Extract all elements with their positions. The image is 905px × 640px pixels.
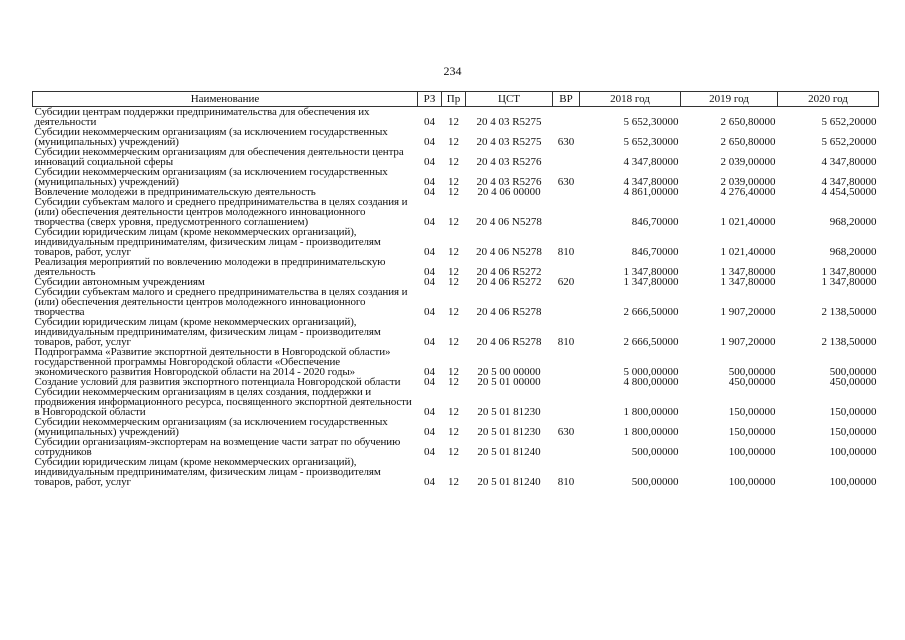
cell-pr: 12 bbox=[448, 216, 459, 228]
cell-2018: 846,70000 bbox=[631, 246, 679, 258]
cell-2019: 100,00000 bbox=[728, 476, 776, 488]
row-name-text: Субсидии юридическим лицам (кроме некоммерческих организаций), индивидуальным предпринимателям, физическим лицам - производителям товаров, работ, услуг bbox=[34, 316, 381, 348]
header-pr: Пр bbox=[442, 92, 466, 107]
cell-name bbox=[33, 317, 418, 347]
cell-rz: 04 bbox=[424, 476, 435, 488]
cell-name bbox=[33, 457, 418, 487]
cell-pr: 12 bbox=[448, 116, 459, 128]
cell-2018: 5 000,00000 bbox=[623, 366, 679, 378]
cell-rz: 04 bbox=[424, 156, 435, 168]
cell-2020: 100,00000 bbox=[829, 476, 877, 488]
table-row bbox=[33, 167, 879, 187]
row-name-text: Субсидии некоммерческим организациям (за исключением государственных (муниципальных) учреждений) bbox=[34, 166, 388, 188]
cell-2019: 150,00000 bbox=[728, 406, 776, 418]
cell-pr: 12 bbox=[448, 246, 459, 258]
cell-cst: 20 4 03 R5275 bbox=[476, 116, 542, 128]
table-row bbox=[33, 257, 879, 277]
cell-rz: 04 bbox=[424, 306, 435, 318]
cell-2018: 500,00000 bbox=[631, 446, 679, 458]
cell-2019: 1 347,80000 bbox=[720, 266, 776, 278]
cell-rz: 04 bbox=[424, 276, 435, 288]
cell-cst: 20 5 01 81240 bbox=[477, 446, 541, 458]
cell-pr: 12 bbox=[448, 186, 459, 198]
cell-name bbox=[33, 347, 418, 377]
cell-2018: 1 800,00000 bbox=[623, 426, 679, 438]
table-row bbox=[33, 437, 879, 457]
cell-vr: 620 bbox=[557, 276, 575, 288]
table-body bbox=[33, 107, 879, 488]
cell-cst: 20 4 06 N5278 bbox=[476, 246, 542, 258]
cell-cst: 20 5 01 81230 bbox=[477, 426, 541, 438]
cell-2020: 4 347,80000 bbox=[821, 156, 877, 168]
cell-2020: 5 652,20000 bbox=[821, 116, 877, 128]
table-row bbox=[33, 197, 879, 227]
cell-2019: 4 276,40000 bbox=[720, 186, 776, 198]
page-number: 234 bbox=[443, 64, 462, 78]
cell-pr: 12 bbox=[448, 156, 459, 168]
row-name-text: Субсидии субъектам малого и среднего предпринимательства в целях создания и (или) обеспечения деятельности центров молодежного инновационного творчества (сверх уровня, предусмотренного соглашением) bbox=[34, 196, 408, 228]
cell-name bbox=[33, 147, 418, 167]
cell-2018: 2 666,50000 bbox=[623, 336, 679, 348]
header-vr: ВР bbox=[553, 92, 580, 107]
cell-rz: 04 bbox=[424, 116, 435, 128]
cell-rz: 04 bbox=[424, 336, 435, 348]
header-2019: 2019 год bbox=[681, 92, 778, 107]
cell-pr: 12 bbox=[448, 266, 459, 278]
cell-2020: 100,00000 bbox=[829, 446, 877, 458]
table-row bbox=[33, 317, 879, 347]
cell-2020: 1 347,80000 bbox=[821, 276, 877, 288]
cell-vr: 630 bbox=[557, 426, 575, 438]
cell-cst: 20 4 03 R5276 bbox=[476, 176, 542, 188]
cell-vr bbox=[553, 347, 580, 377]
cell-vr bbox=[553, 257, 580, 277]
cell-pr: 12 bbox=[448, 376, 459, 388]
cell-pr: 12 bbox=[448, 476, 459, 488]
header-cst: ЦСТ bbox=[466, 92, 553, 107]
cell-2020: 2 138,50000 bbox=[821, 336, 877, 348]
cell-2020: 150,00000 bbox=[829, 426, 877, 438]
cell-vr: 630 bbox=[557, 136, 575, 148]
cell-pr: 12 bbox=[448, 136, 459, 148]
cell-2018: 5 652,30000 bbox=[623, 116, 679, 128]
cell-name bbox=[33, 287, 418, 317]
cell-name bbox=[33, 417, 418, 437]
cell-cst: 20 4 06 R5272 bbox=[476, 276, 542, 288]
row-name-text: Субсидии организациям-экспортерам на возмещение части затрат по обучению сотрудников bbox=[34, 436, 401, 458]
cell-2019: 1 907,20000 bbox=[720, 336, 776, 348]
cell-name bbox=[33, 167, 418, 187]
cell-2019: 1 907,20000 bbox=[720, 306, 776, 318]
cell-2018: 846,70000 bbox=[631, 216, 679, 228]
cell-name bbox=[33, 257, 418, 277]
row-name-text: Вовлечение молодежи в предпринимательскую деятельность bbox=[34, 186, 316, 198]
cell-rz: 04 bbox=[424, 446, 435, 458]
cell-2019: 1 021,40000 bbox=[720, 246, 776, 258]
cell-rz: 04 bbox=[424, 266, 435, 278]
table-row bbox=[33, 107, 879, 128]
cell-pr: 12 bbox=[448, 336, 459, 348]
cell-2020: 500,00000 bbox=[829, 366, 877, 378]
cell-2019: 1 021,40000 bbox=[720, 216, 776, 228]
cell-cst: 20 5 01 81230 bbox=[477, 406, 541, 418]
cell-2019: 100,00000 bbox=[728, 446, 776, 458]
cell-2020: 4 454,50000 bbox=[821, 186, 877, 198]
row-name-text: Субсидии некоммерческим организациям в целях создания, поддержки и продвижения информационного ресурса, посвященного экспортной деятельности в Новгородской области bbox=[34, 386, 412, 418]
cell-2018: 5 652,30000 bbox=[623, 136, 679, 148]
cell-vr: 810 bbox=[557, 476, 575, 488]
row-name-text: Субсидии некоммерческим организациям для обеспечения деятельности центра инноваций социальной сферы bbox=[34, 146, 404, 168]
cell-rz: 04 bbox=[424, 406, 435, 418]
cell-vr bbox=[553, 387, 580, 417]
cell-2018: 500,00000 bbox=[631, 476, 679, 488]
table-header bbox=[33, 92, 879, 107]
cell-vr bbox=[553, 147, 580, 167]
cell-2018: 1 347,80000 bbox=[623, 276, 679, 288]
cell-vr: 810 bbox=[557, 336, 575, 348]
cell-rz: 04 bbox=[424, 246, 435, 258]
cell-cst: 20 5 01 00000 bbox=[477, 376, 541, 388]
table-row bbox=[33, 127, 879, 147]
cell-cst: 20 5 00 00000 bbox=[477, 366, 541, 378]
table-row bbox=[33, 147, 879, 167]
cell-rz: 04 bbox=[424, 186, 435, 198]
row-name-text: Субсидии юридическим лицам (кроме некоммерческих организаций), индивидуальным предпринимателям, физическим лицам - производителям товаров, работ, услуг bbox=[34, 456, 381, 488]
cell-cst: 20 4 06 00000 bbox=[477, 186, 541, 198]
cell-2020: 4 347,80000 bbox=[821, 176, 877, 188]
cell-2018: 4 347,80000 bbox=[623, 156, 679, 168]
cell-name bbox=[33, 127, 418, 147]
budget-table bbox=[32, 91, 879, 487]
cell-pr: 12 bbox=[448, 276, 459, 288]
cell-2018: 1 800,00000 bbox=[623, 406, 679, 418]
cell-2018: 1 347,80000 bbox=[623, 266, 679, 278]
cell-2020: 5 652,20000 bbox=[821, 136, 877, 148]
header-name: Наименование bbox=[33, 92, 418, 107]
cell-2019: 2 650,80000 bbox=[720, 116, 776, 128]
cell-pr: 12 bbox=[448, 406, 459, 418]
row-name-text: Субсидии некоммерческим организациям (за исключением государственных (муниципальных) учреждений) bbox=[34, 416, 388, 438]
cell-rz: 04 bbox=[424, 216, 435, 228]
cell-2018: 4 347,80000 bbox=[623, 176, 679, 188]
cell-vr bbox=[553, 437, 580, 457]
cell-pr: 12 bbox=[448, 446, 459, 458]
row-name-text: Субсидии юридическим лицам (кроме некоммерческих организаций), индивидуальным предпринимателям, физическим лицам - производителям товаров, работ, услуг bbox=[34, 226, 381, 258]
cell-pr: 12 bbox=[448, 176, 459, 188]
row-name-text: Создание условий для развития экспортного потенциала Новгородской области bbox=[34, 376, 401, 388]
cell-rz: 04 bbox=[424, 136, 435, 148]
cell-cst: 20 4 03 R5276 bbox=[476, 156, 542, 168]
cell-2019: 1 347,80000 bbox=[720, 276, 776, 288]
cell-2018: 4 861,00000 bbox=[623, 186, 679, 198]
cell-name bbox=[33, 107, 418, 128]
cell-cst: 20 4 06 R5278 bbox=[476, 306, 542, 318]
cell-cst: 20 4 03 R5275 bbox=[476, 136, 542, 148]
cell-vr bbox=[553, 287, 580, 317]
cell-2018: 4 800,00000 bbox=[623, 376, 679, 388]
cell-2020: 968,20000 bbox=[829, 216, 877, 228]
cell-2020: 2 138,50000 bbox=[821, 306, 877, 318]
table-row bbox=[33, 387, 879, 417]
cell-vr bbox=[553, 107, 580, 128]
table-row bbox=[33, 227, 879, 257]
cell-pr: 12 bbox=[448, 366, 459, 378]
cell-name bbox=[33, 197, 418, 227]
cell-2019: 2 039,00000 bbox=[720, 156, 776, 168]
cell-2020: 450,00000 bbox=[829, 376, 877, 388]
row-name-text: Субсидии автономным учреждениям bbox=[34, 276, 205, 288]
row-name-text: Подпрограмма «Развитие экспортной деятельности в Новгородской области» государственной программы Новгородской области «Обеспечение экономического развития Новгородской области на 2014 - 2020 годы» bbox=[34, 346, 391, 378]
cell-2020: 968,20000 bbox=[829, 246, 877, 258]
cell-vr: 630 bbox=[557, 176, 575, 188]
cell-vr bbox=[553, 377, 580, 387]
cell-2020: 1 347,80000 bbox=[821, 266, 877, 278]
cell-cst: 20 5 01 81240 bbox=[477, 476, 541, 488]
cell-name bbox=[33, 387, 418, 417]
cell-2019: 150,00000 bbox=[728, 426, 776, 438]
cell-cst: 20 4 06 R5278 bbox=[476, 336, 542, 348]
cell-cst: 20 4 06 R5272 bbox=[476, 266, 542, 278]
cell-vr bbox=[553, 187, 580, 197]
header-2020: 2020 год bbox=[778, 92, 879, 107]
table-row bbox=[33, 347, 879, 377]
cell-2018: 2 666,50000 bbox=[623, 306, 679, 318]
cell-rz: 04 bbox=[424, 426, 435, 438]
cell-2020: 150,00000 bbox=[829, 406, 877, 418]
row-name-text: Субсидии центрам поддержки предпринимательства для обеспечения их деятельности bbox=[34, 106, 370, 128]
cell-pr: 12 bbox=[448, 426, 459, 438]
header-rz: РЗ bbox=[418, 92, 442, 107]
cell-cst: 20 4 06 N5278 bbox=[476, 216, 542, 228]
cell-name bbox=[33, 227, 418, 257]
cell-2019: 2 650,80000 bbox=[720, 136, 776, 148]
table-row bbox=[33, 457, 879, 487]
cell-vr: 810 bbox=[557, 246, 575, 258]
row-name-text: Реализация мероприятий по вовлечению молодежи в предпринимательскую деятельность bbox=[34, 256, 386, 278]
cell-rz: 04 bbox=[424, 366, 435, 378]
cell-name bbox=[33, 437, 418, 457]
row-name-text: Субсидии субъектам малого и среднего предпринимательства в целях создания и (или) обеспечения деятельности центров молодежного инновационного творчества bbox=[34, 286, 408, 318]
table-row bbox=[33, 417, 879, 437]
cell-pr: 12 bbox=[448, 306, 459, 318]
cell-vr bbox=[553, 197, 580, 227]
cell-rz: 04 bbox=[424, 176, 435, 188]
cell-2019: 2 039,00000 bbox=[720, 176, 776, 188]
header-2018: 2018 год bbox=[580, 92, 681, 107]
row-name-text: Субсидии некоммерческим организациям (за исключением государственных (муниципальных) учреждений) bbox=[34, 126, 388, 148]
cell-rz: 04 bbox=[424, 376, 435, 388]
cell-2019: 500,00000 bbox=[728, 366, 776, 378]
table-row bbox=[33, 287, 879, 317]
cell-2019: 450,00000 bbox=[728, 376, 776, 388]
